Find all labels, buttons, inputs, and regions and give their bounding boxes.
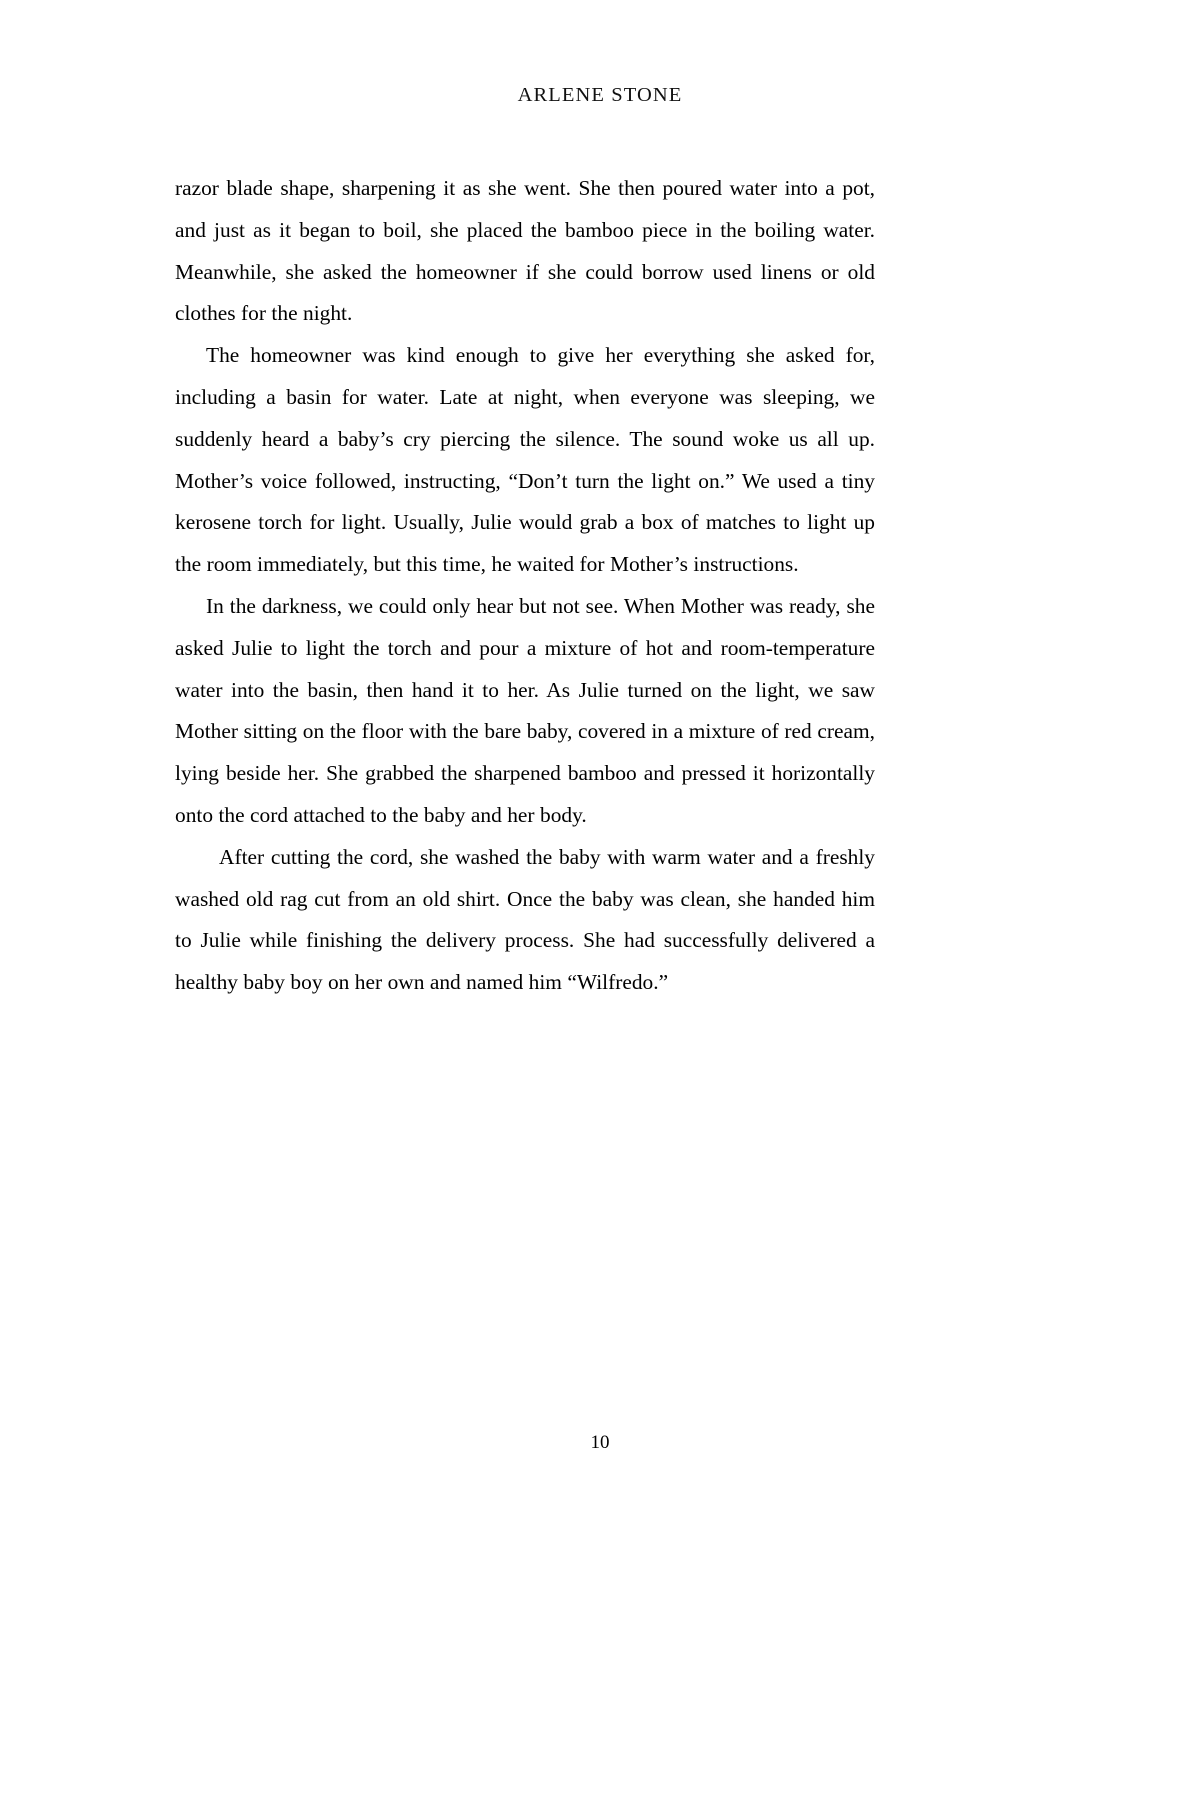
body-text-block (175, 168, 875, 1004)
page-number: 10 (590, 1432, 610, 1453)
running-header: ARLENE STONE (517, 84, 683, 106)
body-paragraph-1: razor blade shape, sharpening it as she went. She then poured water into a pot, and just as it began to boil, she placed the bamboo piece in the boiling water. Meanwhile, she asked the homeowner if she could borrow used linens or old clothes for the night. (175, 176, 875, 326)
body-paragraph-2: The homeowner was kind enough to give her everything she asked for, including a basin for water. Late at night, when everyone was sleeping, we suddenly heard a baby’s cry piercing the silence. The sound woke us all up. Mother’s voice followed, instructing, “Don’t turn the light on.” We used a tiny kerosene torch for light. Usually, Julie would grab a box of matches to light up the room immediately, but this time, he waited for Mother’s instructions. (175, 343, 875, 577)
body-paragraph-3: In the darkness, we could only hear but not see. When Mother was ready, she asked Julie to light the torch and pour a mixture of hot and room-temperature water into the basin, then hand it to her. As Julie turned on the light, we saw Mother sitting on the floor with the bare baby, covered in a mixture of red cream, lying beside her. She grabbed the sharpened bamboo and pressed it horizontally onto the cord attached to the baby and her body. (175, 593, 875, 827)
body-paragraph-4: After cutting the cord, she washed the baby with warm water and a freshly washed old rag cut from an old shirt. Once the baby was clean, she handed him to Julie while finishing the delivery process. She had successfully delivered a healthy baby boy on her own and named him “Wilfredo.” (175, 844, 875, 995)
